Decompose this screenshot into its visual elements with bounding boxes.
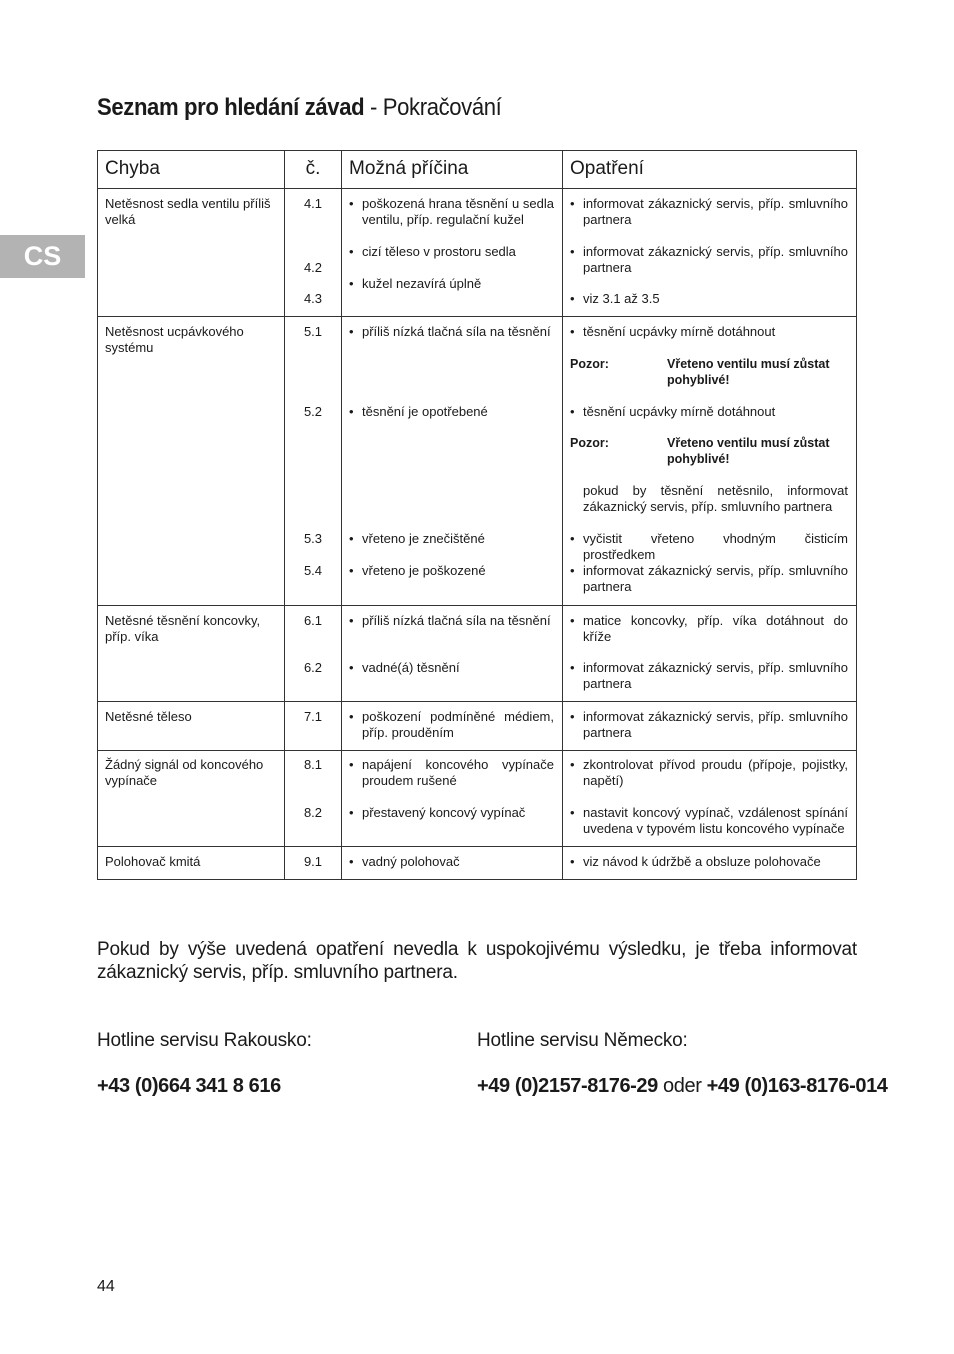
fault-number: 6.1: [303, 613, 323, 628]
fault-text: Netěsnost ucpávkového systému: [105, 324, 244, 355]
page-number: 44: [97, 1278, 115, 1295]
header-number: č.: [285, 151, 342, 189]
fault-text: Netěsné těleso: [105, 709, 192, 724]
hotline-germany-label: Hotline servisu Německo:: [477, 1030, 688, 1051]
header-action: Opatření: [563, 151, 857, 189]
action-item: • vyčistit vřeteno vhodným čisticím prostředkem: [570, 531, 848, 563]
fault-number: 9.1: [303, 854, 323, 869]
cause-item: • přestavený koncový vypínač: [349, 805, 554, 821]
cause-item: • vadný polohovač: [349, 854, 554, 870]
cause-item: • příliš nízká tlačná síla na těsnění: [349, 613, 554, 629]
info-paragraph: Pokud by výše uvedená opatření nevedla k uspokojivému výsledku, je třeba informovat zákaznický servis, příp. smluvního partnera.: [97, 939, 857, 983]
hotline-austria-label: Hotline servisu Rakousko:: [97, 1030, 312, 1051]
action-note: pokud by těsnění netěsnilo, informovat zákaznický servis, příp. smluvního partnera: [583, 483, 848, 514]
cause-item: • příliš nízká tlačná síla na těsnění: [349, 324, 554, 340]
action-item: • informovat zákaznický servis, příp. smluvního partnera: [570, 196, 848, 228]
action-item: • informovat zákaznický servis, příp. smluvního partnera: [570, 709, 848, 741]
warning-label: Pozor:: [570, 436, 609, 450]
title-rest: - Pokračování: [364, 94, 502, 121]
cause-item: • vadné(á) těsnění: [349, 660, 554, 676]
header-cause: Možná příčina: [342, 151, 563, 189]
cause-item: • vřeteno je poškozené: [349, 563, 554, 579]
table-row: [98, 317, 857, 606]
hotline-austria-phone: +43 (0)664 341 8 616: [97, 1075, 281, 1097]
title-bold: Seznam pro hledání závad: [97, 94, 365, 121]
table-row: [98, 606, 857, 702]
cause-item: • poškozená hrana těsnění u sedla ventilu, příp. regulační kužel: [349, 196, 554, 228]
table-header-row: [98, 151, 857, 189]
fault-table: [97, 150, 857, 880]
fault-number: 8.1: [303, 757, 323, 772]
fault-number: 4.1: [303, 196, 323, 211]
germany-phone-2: +49 (0)163-8176-014: [706, 1075, 888, 1097]
fault-number: 6.2: [303, 660, 323, 675]
action-item: • matice koncovky, příp. víka dotáhnout do kříže: [570, 613, 848, 645]
action-item: • informovat zákaznický servis, příp. smluvního partnera: [570, 660, 848, 692]
warning-text: Vřeteno ventilu musí zůstat pohyblivé!: [667, 357, 830, 387]
action-item: • nastavit koncový vypínač, vzdálenost spínání uvedena v typovém listu koncového vypínače: [570, 805, 848, 837]
fault-number: 8.2: [303, 805, 323, 820]
action-item: • informovat zákaznický servis, příp. smluvního partnera: [570, 244, 848, 276]
cause-item: • napájení koncového vypínače proudem rušené: [349, 757, 554, 789]
fault-text: Netěsné těsnění koncovky, příp. víka: [105, 613, 261, 644]
fault-number: 5.3: [303, 531, 323, 546]
fault-number: 5.4: [303, 563, 323, 578]
action-item: • těsnění ucpávky mírně dotáhnout: [570, 404, 848, 420]
table-row: [98, 189, 857, 317]
fault-number: 4.3: [303, 291, 323, 306]
fault-number: 5.1: [303, 324, 323, 339]
fault-number: 5.2: [303, 404, 323, 419]
action-item: • informovat zákaznický servis, příp. smluvního partnera: [570, 563, 848, 595]
action-item: • těsnění ucpávky mírně dotáhnout: [570, 324, 848, 340]
fault-text: Polohovač kmitá: [105, 854, 201, 869]
germany-phone-separator: oder: [657, 1075, 707, 1097]
page-title: [97, 94, 501, 122]
language-tab: CS: [0, 235, 85, 278]
header-fault: Chyba: [98, 151, 285, 189]
cause-item: • vřeteno je znečištěné: [349, 531, 554, 547]
action-item: • zkontrolovat přívod proudu (přípoje, pojistky, napětí): [570, 757, 848, 789]
fault-number: 4.2: [303, 260, 323, 275]
cause-item: • cizí těleso v prostoru sedla: [349, 244, 554, 260]
cause-item: • kužel nezavírá úplně: [349, 276, 554, 292]
action-item: • viz návod k údržbě a obsluze polohovače: [570, 854, 848, 870]
fault-text: Žádný signál od koncového vypínače: [105, 757, 264, 788]
cause-item: • těsnění je opotřebené: [349, 404, 554, 420]
table-row: [98, 751, 857, 847]
fault-number: 7.1: [303, 709, 323, 724]
warning-text: Vřeteno ventilu musí zůstat pohyblivé!: [667, 436, 830, 466]
germany-phone-1: +49 (0)2157-8176-29: [477, 1075, 658, 1097]
fault-text: Netěsnost sedla ventilu příliš velká: [105, 196, 271, 227]
action-item: • viz 3.1 až 3.5: [570, 291, 848, 307]
warning-label: Pozor:: [570, 357, 609, 371]
table-row: [98, 847, 857, 880]
cause-item: • poškození podmíněné médiem, příp. prouděním: [349, 709, 554, 741]
hotline-germany-phone: [477, 1075, 888, 1098]
table-row: [98, 702, 857, 751]
